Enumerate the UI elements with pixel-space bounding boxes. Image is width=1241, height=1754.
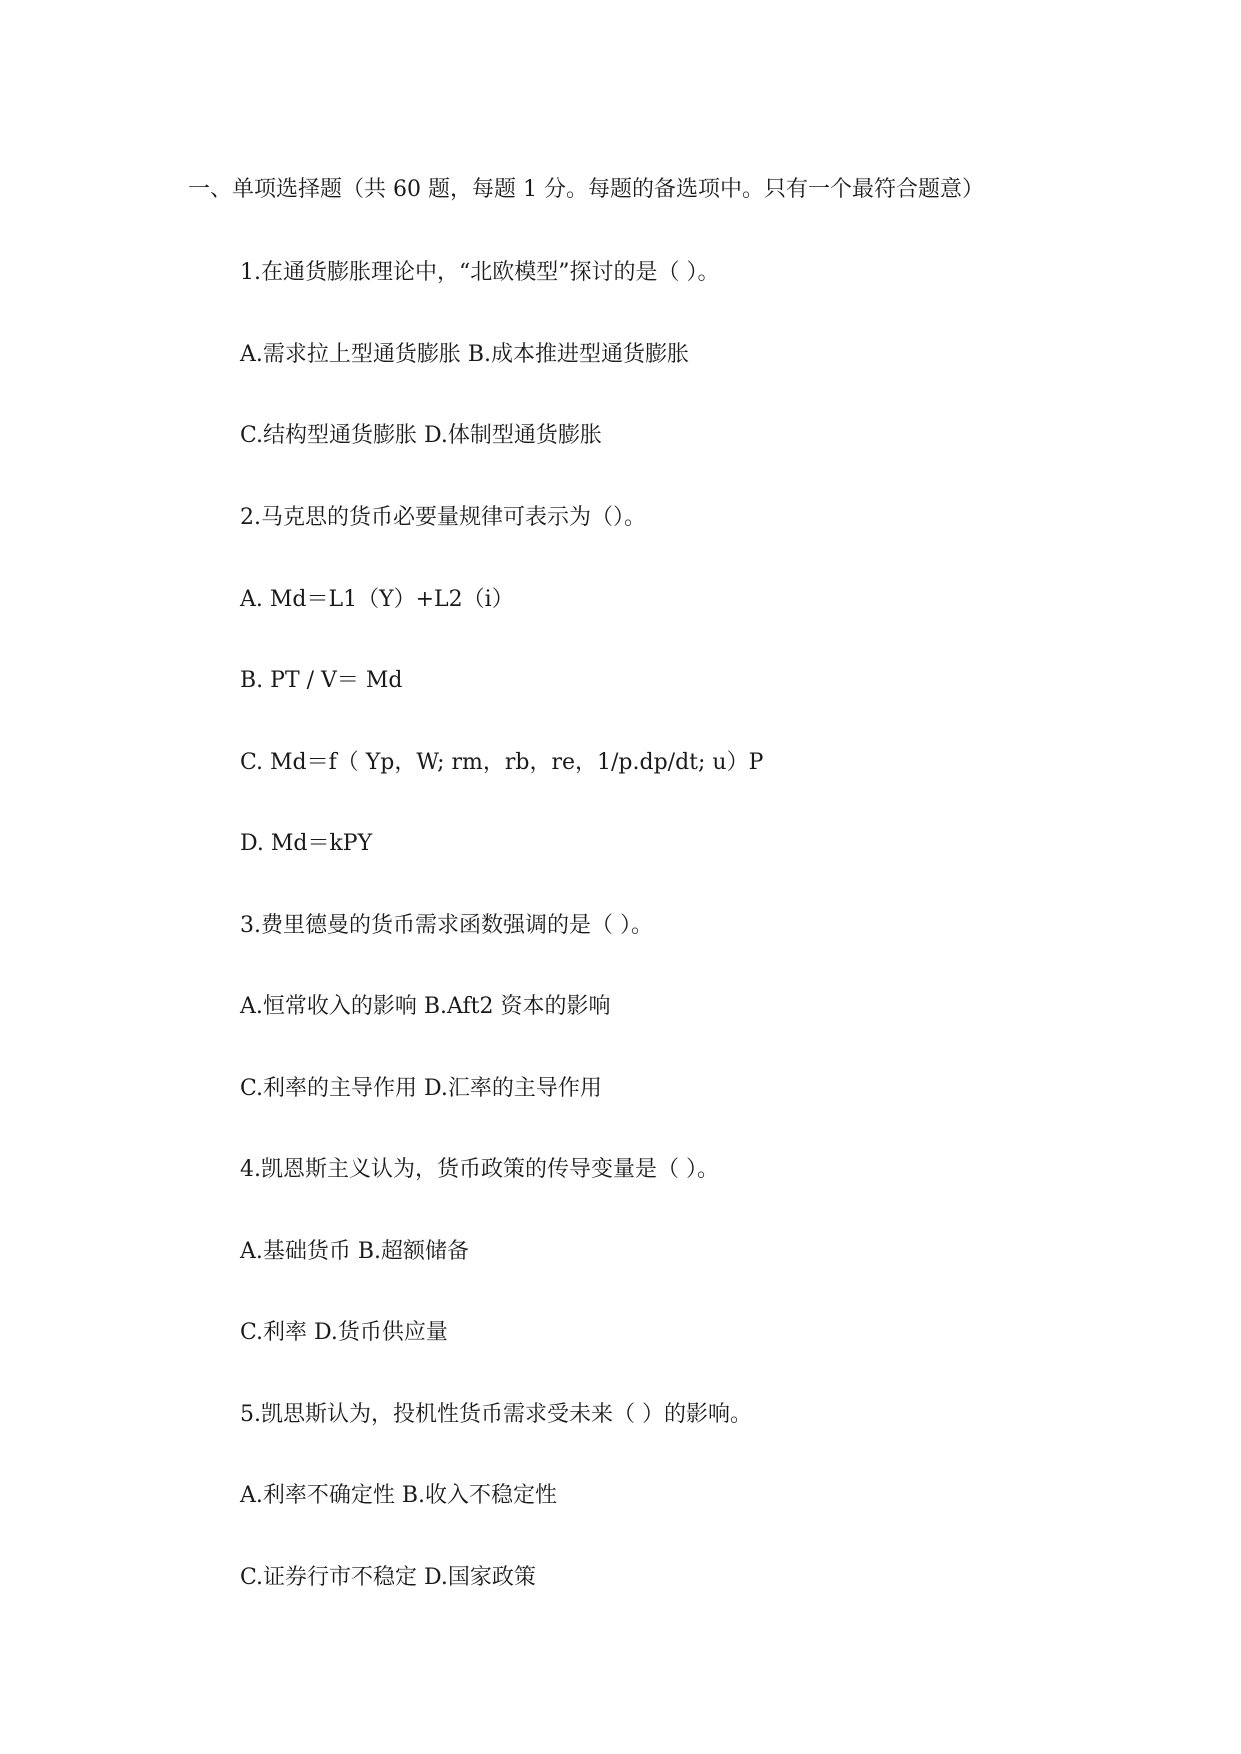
question-1-stem: 1.在通货膨胀理论中，“北欧模型”探讨的是（ ）。: [240, 260, 720, 285]
question-4-options-line-1: A.基础货币 B.超额储备: [240, 1239, 470, 1264]
section-heading: 一、单项选择题（共 60 题，每题 1 分。每题的备选项中。只有一个最符合题意）: [188, 177, 984, 202]
question-5-options-line-2: C.证券行市不稳定 D.国家政策: [240, 1565, 536, 1590]
question-4-options-line-2: C.利率 D.货币供应量: [240, 1320, 448, 1345]
question-5-options-line-1: A.利率不确定性 B.收入不稳定性: [240, 1483, 558, 1508]
question-1-options-line-2: C.结构型通货膨胀 D.体制型通货膨胀: [240, 423, 602, 448]
question-3-options-line-1: A.恒常收入的影响 B.Aft2 资本的影响: [240, 994, 611, 1019]
question-4-stem: 4.凯恩斯主义认为，货币政策的传导变量是（ ）。: [240, 1157, 719, 1182]
question-1-options-line-1: A.需求拉上型通货膨胀 B.成本推进型通货膨胀: [240, 342, 690, 367]
question-2-option-b: B. PT / V＝ Md: [240, 668, 403, 693]
question-2-option-d: D. Md＝kPY: [240, 831, 373, 856]
question-2-option-c: C. Md＝f（ Yp，W; rm，rb，re，1/p.dp/dt; u）P: [240, 750, 764, 775]
question-2-stem: 2.马克思的货币必要量规律可表示为（）。: [240, 505, 646, 530]
question-3-options-line-2: C.利率的主导作用 D.汇率的主导作用: [240, 1076, 602, 1101]
question-5-stem: 5.凯思斯认为，投机性货币需求受未来（ ）的影响。: [240, 1402, 752, 1427]
question-3-stem: 3.费里德曼的货币需求函数强调的是（ ）。: [240, 913, 653, 938]
question-2-option-a: A. Md＝L1（Y）+L2（i）: [240, 587, 514, 612]
